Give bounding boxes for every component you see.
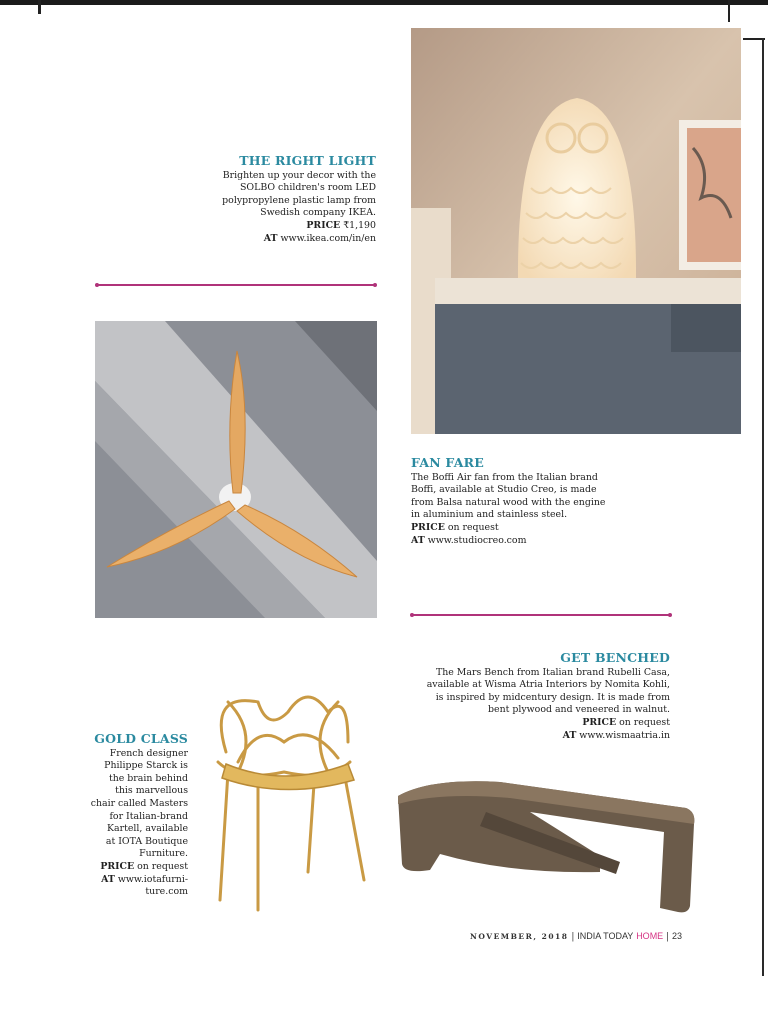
issue-date: NOVEMBER, 2018 bbox=[470, 932, 569, 941]
fan-fare-line: Boffi, available at Studio Creo, is made bbox=[411, 484, 597, 496]
gold-class-line: the brain behind bbox=[108, 772, 188, 784]
page-number: 23 bbox=[671, 931, 682, 941]
at-label: AT bbox=[263, 232, 278, 244]
gold-class-line: Philippe Starck is bbox=[104, 760, 188, 772]
divider-rule bbox=[411, 614, 671, 616]
gold-class-line: Kartell, available bbox=[107, 823, 188, 835]
right-light-line: Swedish company IKEA. bbox=[260, 207, 376, 219]
at-link[interactable]: www.wismaatria.in bbox=[579, 729, 670, 741]
fan-fare-price bbox=[411, 522, 641, 535]
fan-fare-line: in aluminium and stainless steel. bbox=[411, 509, 568, 521]
get-benched-line: bent plywood and veneered in walnut. bbox=[488, 704, 670, 716]
section-name: HOME bbox=[636, 931, 664, 941]
at-link[interactable]: www.ikea.com/in/en bbox=[280, 232, 376, 244]
gold-class-line: chair called Masters bbox=[90, 797, 188, 809]
get-benched-block bbox=[420, 652, 670, 742]
price-label: PRICE bbox=[582, 716, 617, 728]
fan-fare-block bbox=[411, 457, 641, 547]
get-benched-at bbox=[420, 730, 670, 743]
right-light-line: Brighten up your decor with the bbox=[222, 169, 376, 181]
footer-separator: | bbox=[571, 932, 575, 942]
gold-class-line: this marvellous bbox=[115, 785, 188, 797]
right-light-block bbox=[200, 155, 376, 245]
page-edge bbox=[762, 38, 764, 976]
gold-class-line: at IOTA Boutique bbox=[105, 835, 188, 847]
mars-bench-photo bbox=[390, 768, 700, 918]
fan-fare-line: The Boffi Air fan from the Italian brand bbox=[411, 471, 598, 483]
crop-mark bbox=[728, 0, 730, 22]
right-light-line: SOLBO children's room LED bbox=[239, 182, 376, 194]
fan-fare-at bbox=[411, 535, 641, 548]
price-value: on request bbox=[447, 521, 499, 533]
get-benched-price bbox=[420, 717, 670, 730]
gold-class-line: Furniture. bbox=[139, 848, 188, 860]
gold-class-line: French designer bbox=[109, 747, 188, 759]
get-benched-line: is inspired by midcentury design. It is made from bbox=[435, 691, 670, 703]
gold-class-at bbox=[90, 874, 188, 887]
right-light-heading: THE RIGHT LIGHT bbox=[239, 153, 376, 168]
price-label: PRICE bbox=[100, 860, 135, 872]
price-value: on request bbox=[619, 716, 670, 728]
footer-separator: | bbox=[666, 932, 670, 942]
get-benched-line: The Mars Bench from Italian brand Rubelli Casa, bbox=[435, 666, 670, 678]
owl-lamp-photo bbox=[411, 28, 741, 434]
right-light-price bbox=[200, 220, 376, 233]
divider-rule bbox=[96, 284, 376, 286]
get-benched-heading: GET BENCHED bbox=[560, 650, 670, 665]
gold-class-line: for Italian-brand bbox=[109, 810, 188, 822]
gold-class-block bbox=[90, 733, 188, 899]
crop-mark bbox=[38, 0, 41, 14]
get-benched-line: available at Wisma Atria Interiors by Nomita Kohli, bbox=[426, 679, 670, 691]
gold-class-heading: GOLD CLASS bbox=[94, 731, 188, 746]
gold-chair-photo bbox=[198, 672, 370, 912]
page-top-border bbox=[0, 0, 768, 5]
price-value: on request bbox=[137, 860, 188, 872]
fan-fare-heading: FAN FARE bbox=[411, 455, 484, 470]
gold-class-price bbox=[90, 861, 188, 874]
right-light-at bbox=[200, 233, 376, 246]
page-footer bbox=[470, 931, 682, 942]
magazine-name: INDIA TODAY bbox=[577, 931, 634, 941]
at-label: AT bbox=[562, 729, 577, 741]
fan-fare-line: from Balsa natural wood with the engine bbox=[411, 496, 606, 508]
at-label: AT bbox=[411, 534, 425, 546]
price-label: PRICE bbox=[306, 219, 341, 231]
at-link[interactable]: www.studiocreo.com bbox=[427, 534, 527, 546]
at-label: AT bbox=[101, 873, 115, 885]
right-light-line: polypropylene plastic lamp from bbox=[222, 194, 376, 206]
fan-photo bbox=[95, 321, 377, 618]
price-label: PRICE bbox=[411, 521, 445, 533]
price-value: ₹1,190 bbox=[343, 219, 376, 231]
gold-class-at-cont[interactable]: ture.com bbox=[145, 886, 188, 898]
at-link[interactable]: www.iotafurni- bbox=[117, 873, 188, 885]
